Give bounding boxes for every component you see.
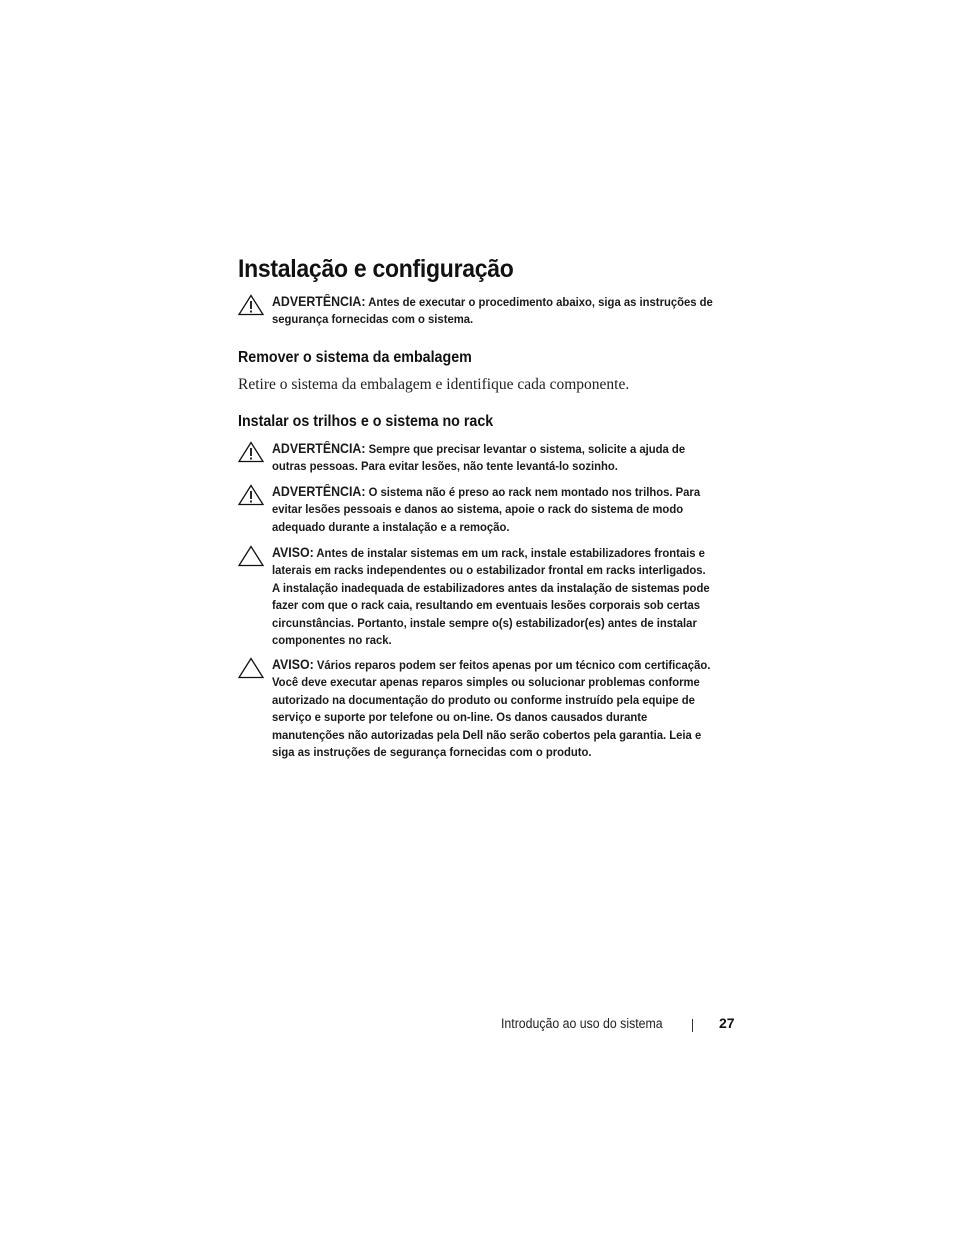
notice-text-line: Vários reparos podem ser feitos apenas por um técnico com certificação. xyxy=(316,658,711,672)
notice-text-line: adequado durante a instalação e a remoção. xyxy=(272,519,510,534)
footer-chapter-title: Introdução ao uso do sistema xyxy=(501,1016,663,1031)
notice-text-line: segurança fornecidas com o sistema. xyxy=(272,312,474,327)
notice-label: ADVERTÊNCIA: xyxy=(272,484,366,499)
notice-label: AVISO: xyxy=(272,657,314,672)
notice-text-line: Antes de instalar sistemas em um rack, instale estabilizadores frontais e xyxy=(316,546,705,560)
warning-triangle-icon xyxy=(238,441,264,463)
notice-text-line: serviço e suporte por telefone ou on-line. Os danos causados durante xyxy=(272,710,648,725)
warning-triangle-icon xyxy=(238,484,264,506)
notice-text-line: Antes de executar o procedimento abaixo, siga as instruções de xyxy=(368,295,713,309)
notice-text-line: autorizado na documentação do produto ou conforme instruído pela equipe de xyxy=(272,692,695,707)
caution-triangle-icon xyxy=(238,545,264,567)
notice-text-line: outras pessoas. Para evitar lesões, não tente levantá-lo sozinho. xyxy=(272,459,618,474)
notice-label: ADVERTÊNCIA: xyxy=(272,441,366,456)
section-heading-rails: Instalar os trilhos e o sistema no rack xyxy=(238,413,494,430)
section-text-unpack: Retire o sistema da embalagem e identifique cada componente. xyxy=(238,376,630,393)
notice-text-line: O sistema não é preso ao rack nem montado nos trilhos. Para xyxy=(368,485,701,499)
footer-divider xyxy=(692,1019,693,1032)
notice-text-line: evitar lesões pessoais e danos ao sistema, apoie o rack do sistema de modo xyxy=(272,502,684,517)
notice-text-line: A instalação inadequada de estabilizadores antes da instalação de sistemas pode xyxy=(272,580,710,595)
notice-text-line: Sempre que precisar levantar o sistema, solicite a ajuda de xyxy=(368,442,686,456)
notice-label: ADVERTÊNCIA: xyxy=(272,294,366,309)
notice-text-line: componentes no rack. xyxy=(272,633,392,648)
section-heading-unpack: Remover o sistema da embalagem xyxy=(238,349,472,366)
notice-text-line: manutenções não autorizadas pela Dell não serão cobertos pela garantia. Leia e xyxy=(272,727,702,742)
page-title: Instalação e configuração xyxy=(238,255,514,283)
notice-text-line: fazer com que o rack caia, resultando em eventuais lesões corporais sob certas xyxy=(272,598,701,613)
page-number: 27 xyxy=(719,1015,735,1031)
notice-text-line: circunstâncias. Portanto, instale sempre o(s) estabilizador(es) antes de instalar xyxy=(272,615,697,630)
notice-text-line: siga as instruções de segurança fornecidas com o produto. xyxy=(272,745,592,760)
caution-triangle-icon xyxy=(238,657,264,679)
notice-text-line: Você deve executar apenas reparos simples ou solucionar problemas conforme xyxy=(272,675,700,690)
warning-triangle-icon xyxy=(238,294,264,316)
notice-label: AVISO: xyxy=(272,545,314,560)
notice-text-line: laterais em racks independentes ou o estabilizador frontal em racks interligados. xyxy=(272,563,706,578)
